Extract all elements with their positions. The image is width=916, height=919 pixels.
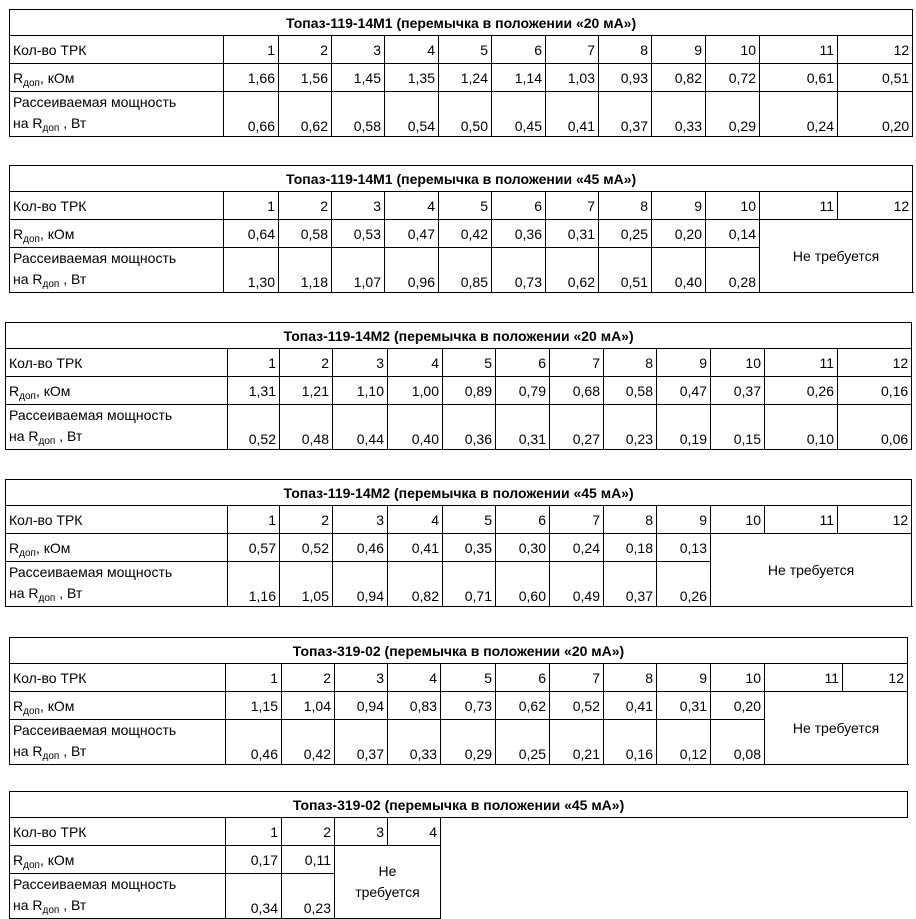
empty-space — [441, 818, 908, 846]
resistance-cell: 0,79 — [496, 377, 550, 405]
resistance-cell: 0,89 — [443, 377, 496, 405]
count-cell: 11 — [760, 36, 838, 64]
resistance-label: $R_{доп}$, кОм — [6, 377, 228, 405]
resistance-cell: 1,66 — [224, 64, 279, 92]
power-cell: 0,46 — [226, 720, 282, 765]
resistance-cell: 0,41 — [388, 534, 443, 562]
resistance-label: $R_{доп}$, кОм — [10, 692, 226, 720]
power-cell: 0,66 — [224, 92, 279, 137]
power-cell: 0,82 — [388, 562, 443, 607]
resistance-cell: 1,56 — [279, 64, 332, 92]
resistance-cell: 0,17 — [226, 846, 282, 874]
resistance-cell: 0,58 — [279, 220, 332, 248]
power-cell: 1,16 — [228, 562, 280, 607]
count-cell: 10 — [706, 36, 760, 64]
count-cell: 12 — [838, 349, 912, 377]
power-cell: 0,10 — [765, 405, 838, 450]
power-cell: 0,96 — [385, 248, 439, 293]
count-cell: 11 — [765, 349, 838, 377]
power-cell: 0,29 — [441, 720, 496, 765]
count-cell: 1 — [226, 818, 282, 846]
resistance-cell: 0,37 — [711, 377, 765, 405]
power-cell: 0,25 — [496, 720, 550, 765]
count-cell: 3 — [333, 506, 388, 534]
power-cell: 0,31 — [496, 405, 550, 450]
power-label: Рассеиваемая мощность на $R_{доп}$ , Вт — [10, 720, 226, 765]
resistance-cell: 0,47 — [657, 377, 711, 405]
resistance-cell: 0,57 — [228, 534, 280, 562]
power-cell: 0,45 — [492, 92, 546, 137]
resistance-cell: 0,11 — [282, 846, 335, 874]
resistance-cell: 0,13 — [657, 534, 711, 562]
resistance-cell: 0,47 — [385, 220, 439, 248]
power-cell: 0,60 — [496, 562, 550, 607]
power-cell: 0,21 — [550, 720, 604, 765]
power-cell: 1,18 — [279, 248, 332, 293]
table-title: Топаз-119-14М1 (перемычка в положении «45 мА») — [10, 166, 913, 192]
power-label: Рассеиваемая мощность на $R_{доп}$ , Вт — [6, 562, 228, 607]
resistance-cell: 0,51 — [838, 64, 913, 92]
table-title: Топаз-319-02 (перемычка в положении «45 мА») — [10, 792, 908, 818]
resistance-cell: 1,10 — [333, 377, 388, 405]
power-cell: 1,07 — [332, 248, 385, 293]
resistance-cell: 1,15 — [226, 692, 282, 720]
count-cell: 12 — [843, 664, 908, 692]
resistance-cell: 0,83 — [388, 692, 441, 720]
power-cell: 0,37 — [599, 92, 652, 137]
resistance-cell: 0,72 — [706, 64, 760, 92]
resistance-cell: 0,82 — [652, 64, 706, 92]
power-cell: 0,20 — [838, 92, 913, 137]
count-cell: 1 — [228, 349, 280, 377]
count-cell: 7 — [546, 192, 599, 220]
not-required-cell: Не требуется — [765, 692, 908, 765]
power-cell: 0,29 — [706, 92, 760, 137]
resistance-cell: 0,52 — [550, 692, 604, 720]
power-label: Рассеиваемая мощность на $R_{доп}$ , Вт — [10, 92, 224, 137]
count-cell: 3 — [335, 664, 388, 692]
resistance-cell: 1,00 — [388, 377, 443, 405]
count-cell: 9 — [657, 349, 711, 377]
count-cell: 2 — [280, 349, 333, 377]
qty-label: Кол-во ТРК — [6, 506, 228, 534]
power-cell: 0,62 — [546, 248, 599, 293]
table-title: Топаз-319-02 (перемычка в положении «20 мА») — [10, 638, 908, 664]
count-cell: 1 — [224, 192, 279, 220]
power-cell: 0,15 — [711, 405, 765, 450]
count-cell: 10 — [711, 664, 765, 692]
resistance-cell: 0,31 — [657, 692, 711, 720]
resistance-cell: 0,35 — [443, 534, 496, 562]
power-cell: 0,50 — [439, 92, 492, 137]
count-cell: 10 — [711, 506, 765, 534]
count-cell: 12 — [838, 506, 912, 534]
power-cell: 0,23 — [282, 874, 335, 919]
count-cell: 6 — [496, 349, 550, 377]
table-title: Топаз-119-14М2 (перемычка в положении «45 мА») — [6, 480, 912, 506]
resistance-cell: 0,94 — [335, 692, 388, 720]
count-cell: 6 — [496, 664, 550, 692]
resistance-label: $R_{доп}$, кОм — [10, 64, 224, 92]
power-cell: 0,85 — [439, 248, 492, 293]
count-cell: 5 — [443, 506, 496, 534]
count-cell: 1 — [226, 664, 282, 692]
power-cell: 0,51 — [599, 248, 652, 293]
count-cell: 12 — [838, 36, 913, 64]
count-cell: 2 — [282, 818, 335, 846]
resistance-cell: 0,41 — [604, 692, 657, 720]
table-title: Топаз-119-14М2 (перемычка в положении «20 мА») — [6, 323, 912, 349]
count-cell: 6 — [492, 36, 546, 64]
qty-label: Кол-во ТРК — [10, 818, 226, 846]
power-label: Рассеиваемая мощность на $R_{доп}$ , Вт — [6, 405, 228, 450]
qty-label: Кол-во ТРК — [6, 349, 228, 377]
table-topaz-319-02-45ma — [9, 791, 908, 919]
count-cell: 2 — [279, 192, 332, 220]
resistance-cell: 1,24 — [439, 64, 492, 92]
power-cell: 0,49 — [550, 562, 604, 607]
resistance-label: $R_{доп}$, кОм — [10, 220, 224, 248]
count-cell: 7 — [546, 36, 599, 64]
count-cell: 8 — [599, 36, 652, 64]
resistance-cell: 0,25 — [599, 220, 652, 248]
count-cell: 2 — [282, 664, 335, 692]
power-cell: 0,26 — [657, 562, 711, 607]
table-title: Топаз-119-14М1 (перемычка в положении «20 мА») — [10, 10, 913, 36]
count-cell: 5 — [443, 349, 496, 377]
power-cell: 0,33 — [652, 92, 706, 137]
resistance-cell: 1,21 — [280, 377, 333, 405]
resistance-cell: 0,52 — [280, 534, 333, 562]
count-cell: 9 — [652, 192, 706, 220]
resistance-label: $R_{доп}$, кОм — [6, 534, 228, 562]
power-cell: 0,44 — [333, 405, 388, 450]
power-cell: 0,37 — [335, 720, 388, 765]
resistance-cell: 1,35 — [385, 64, 439, 92]
count-cell: 8 — [604, 506, 657, 534]
power-cell: 0,37 — [604, 562, 657, 607]
power-cell: 0,58 — [332, 92, 385, 137]
power-cell: 1,05 — [280, 562, 333, 607]
count-cell: 3 — [335, 818, 388, 846]
resistance-cell: 0,58 — [604, 377, 657, 405]
table-topaz-119-14m2-45ma — [5, 479, 912, 607]
resistance-label: $R_{доп}$, кОм — [10, 846, 226, 874]
count-cell: 5 — [441, 664, 496, 692]
power-cell: 0,71 — [443, 562, 496, 607]
empty-space — [441, 846, 908, 874]
table-topaz-119-14m1-45ma — [9, 165, 913, 293]
count-cell: 8 — [599, 192, 652, 220]
empty-space — [441, 874, 908, 919]
power-cell: 0,41 — [546, 92, 599, 137]
resistance-cell: 0,31 — [546, 220, 599, 248]
qty-label: Кол-во ТРК — [10, 192, 224, 220]
resistance-cell: 0,18 — [604, 534, 657, 562]
power-label: Рассеиваемая мощность на $R_{доп}$ , Вт — [10, 874, 226, 919]
count-cell: 3 — [332, 36, 385, 64]
count-cell: 7 — [550, 349, 604, 377]
table-topaz-119-14m2-20ma — [5, 322, 912, 450]
power-cell: 0,94 — [333, 562, 388, 607]
power-cell: 0,08 — [711, 720, 765, 765]
count-cell: 4 — [388, 349, 443, 377]
count-cell: 11 — [760, 192, 838, 220]
power-cell: 0,23 — [604, 405, 657, 450]
qty-label: Кол-во ТРК — [10, 36, 224, 64]
power-label: Рассеиваемая мощность на $R_{доп}$ , Вт — [10, 248, 224, 293]
count-cell: 4 — [385, 192, 439, 220]
count-cell: 11 — [765, 664, 843, 692]
count-cell: 5 — [439, 36, 492, 64]
resistance-cell: 0,68 — [550, 377, 604, 405]
qty-label: Кол-во ТРК — [10, 664, 226, 692]
count-cell: 9 — [657, 506, 711, 534]
power-cell: 0,54 — [385, 92, 439, 137]
resistance-cell: 1,31 — [228, 377, 280, 405]
resistance-cell: 0,16 — [838, 377, 912, 405]
count-cell: 6 — [496, 506, 550, 534]
count-cell: 7 — [550, 664, 604, 692]
count-cell: 4 — [385, 36, 439, 64]
table-topaz-319-02-20ma — [9, 637, 908, 765]
power-cell: 0,28 — [706, 248, 760, 293]
resistance-cell: 0,36 — [492, 220, 546, 248]
count-cell: 4 — [388, 506, 443, 534]
resistance-cell: 1,14 — [492, 64, 546, 92]
power-cell: 0,33 — [388, 720, 441, 765]
count-cell: 10 — [706, 192, 760, 220]
count-cell: 12 — [838, 192, 913, 220]
power-cell: 0,48 — [280, 405, 333, 450]
count-cell: 7 — [550, 506, 604, 534]
resistance-cell: 0,62 — [496, 692, 550, 720]
resistance-cell: 0,14 — [706, 220, 760, 248]
resistance-cell: 1,03 — [546, 64, 599, 92]
resistance-cell: 0,24 — [550, 534, 604, 562]
power-cell: 0,73 — [492, 248, 546, 293]
not-required-cell: Не требуется — [760, 220, 913, 293]
resistance-cell: 0,20 — [652, 220, 706, 248]
count-cell: 3 — [333, 349, 388, 377]
power-cell: 0,42 — [282, 720, 335, 765]
count-cell: 2 — [280, 506, 333, 534]
resistance-cell: 0,64 — [224, 220, 279, 248]
power-cell: 0,62 — [279, 92, 332, 137]
resistance-cell: 0,93 — [599, 64, 652, 92]
count-cell: 9 — [657, 664, 711, 692]
count-cell: 5 — [439, 192, 492, 220]
power-cell: 1,30 — [224, 248, 279, 293]
power-cell: 0,19 — [657, 405, 711, 450]
resistance-cell: 1,04 — [282, 692, 335, 720]
power-cell: 0,16 — [604, 720, 657, 765]
table-topaz-119-14m1-20ma — [9, 9, 913, 137]
power-cell: 0,27 — [550, 405, 604, 450]
power-cell: 0,06 — [838, 405, 912, 450]
not-required-cell: Не требуется — [335, 846, 441, 919]
resistance-cell: 1,45 — [332, 64, 385, 92]
count-cell: 11 — [765, 506, 838, 534]
count-cell: 1 — [228, 506, 280, 534]
count-cell: 6 — [492, 192, 546, 220]
count-cell: 3 — [332, 192, 385, 220]
resistance-cell: 0,53 — [332, 220, 385, 248]
resistance-cell: 0,30 — [496, 534, 550, 562]
resistance-cell: 0,26 — [765, 377, 838, 405]
count-cell: 2 — [279, 36, 332, 64]
power-cell: 0,24 — [760, 92, 838, 137]
count-cell: 9 — [652, 36, 706, 64]
power-cell: 0,36 — [443, 405, 496, 450]
resistance-cell: 0,73 — [441, 692, 496, 720]
count-cell: 8 — [604, 349, 657, 377]
power-cell: 0,40 — [388, 405, 443, 450]
count-cell: 4 — [388, 664, 441, 692]
resistance-cell: 0,46 — [333, 534, 388, 562]
power-cell: 0,12 — [657, 720, 711, 765]
count-cell: 4 — [388, 818, 441, 846]
count-cell: 1 — [224, 36, 279, 64]
count-cell: 10 — [711, 349, 765, 377]
resistance-cell: 0,61 — [760, 64, 838, 92]
power-cell: 0,40 — [652, 248, 706, 293]
not-required-cell: Не требуется — [711, 534, 912, 607]
resistance-cell: 0,20 — [711, 692, 765, 720]
count-cell: 8 — [604, 664, 657, 692]
power-cell: 0,52 — [228, 405, 280, 450]
resistance-cell: 0,42 — [439, 220, 492, 248]
power-cell: 0,34 — [226, 874, 282, 919]
